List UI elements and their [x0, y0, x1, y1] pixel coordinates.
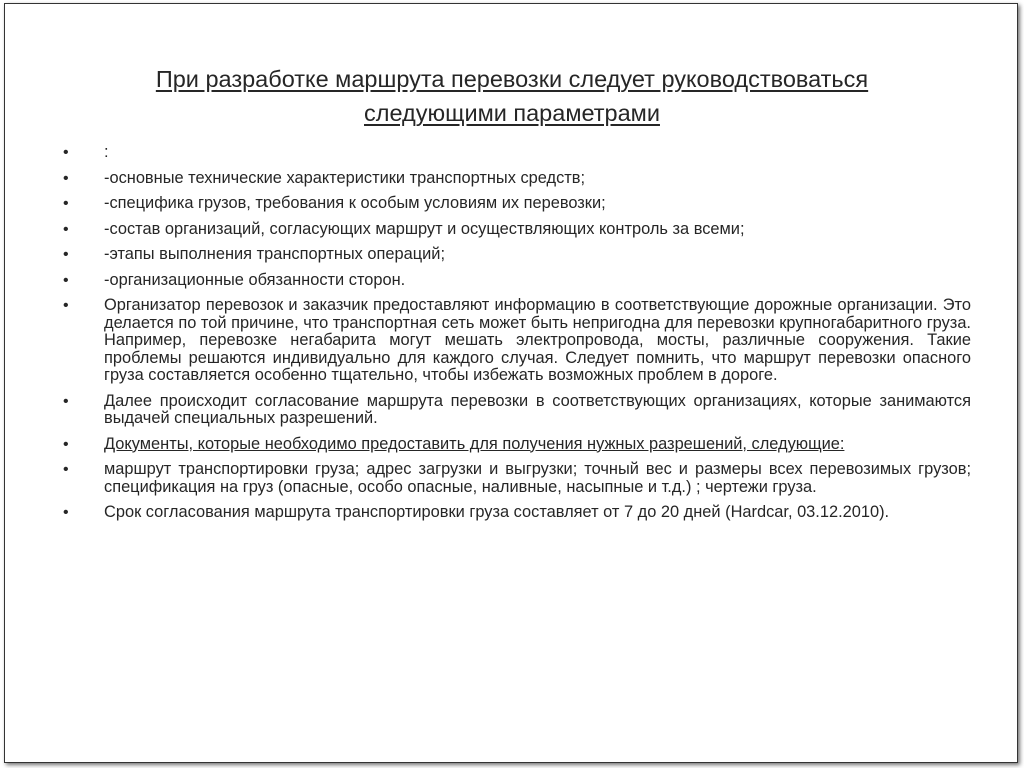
bullet-icon: • — [63, 461, 69, 478]
bullet-icon: • — [63, 144, 69, 161]
list-item-text: Организатор перевозок и заказчик предоставляют информацию в соответствующие дорожные организации. Это делается по той причине, что транспортная сеть может быть непригодна для перевозки крупногабаритного груза. Например, перевозке негабарита могут мешать электропровода, мосты, различные сооружения. Такие проблемы решаются индивидуально для каждого случая. Следует помнить, что маршрут перевозки опасного груза составляется особенно тщательно, чтобы избежать возможных проблем в дороге. — [104, 296, 971, 384]
list-item — [63, 393, 971, 428]
list-item-text: -этапы выполнения транспортных операций; — [104, 245, 446, 263]
title-line-1: При разработке маршрута перевозки следует руководствоваться — [155, 66, 869, 92]
list-item — [63, 461, 971, 496]
list-item — [63, 246, 971, 264]
list-item — [63, 272, 971, 290]
slide — [4, 3, 1018, 763]
bullet-icon: • — [63, 246, 69, 263]
bullet-icon: • — [63, 435, 69, 453]
list-item-text-underlined: Документы, которые необходимо предоставить для получения нужных разрешений, следующие: — [104, 434, 845, 453]
list-item-text: -состав организаций, согласующих маршрут и осуществляющих контроль за всеми; — [104, 219, 745, 238]
bullet-icon: • — [63, 220, 69, 238]
list-item — [63, 144, 971, 162]
bullet-icon: • — [63, 169, 69, 187]
list-item-text: -основные технические характеристики транспортных средств; — [104, 168, 586, 187]
slide-title — [5, 62, 1019, 130]
list-item-text: Далее происходит согласование маршрута перевозки в соответствующих организациях, которые занимаются выдачей специальных разрешений. — [104, 391, 971, 427]
title-line-2: следующими параметрами — [364, 100, 660, 126]
list-item-text: -организационные обязанности сторон. — [104, 270, 406, 289]
bullet-icon: • — [63, 392, 69, 410]
list-item — [63, 436, 971, 454]
bullet-icon: • — [63, 297, 69, 314]
bullet-icon: • — [63, 271, 69, 289]
list-item-text: Срок согласования маршрута транспортировки груза составляет от 7 до 20 дней (Hardcar, 03.12.2010). — [104, 503, 890, 521]
list-item-text: -специфика грузов, требования к особым условиям их перевозки; — [104, 194, 606, 212]
list-item — [63, 297, 971, 385]
list-item — [63, 221, 971, 239]
bullet-icon: • — [63, 504, 69, 521]
list-item — [63, 504, 971, 522]
list-item — [63, 170, 971, 188]
list-item-text: : — [104, 143, 109, 161]
bullet-icon: • — [63, 195, 69, 212]
bullet-list — [63, 144, 971, 530]
list-item-text: маршрут транспортировки груза; адрес загрузки и выгрузки; точный вес и размеры всех перевозимых грузов; спецификация на груз (опасные, особо опасные, наливные, насыпные и т.д.) ; чертежи груза. — [104, 460, 971, 496]
list-item — [63, 195, 971, 213]
